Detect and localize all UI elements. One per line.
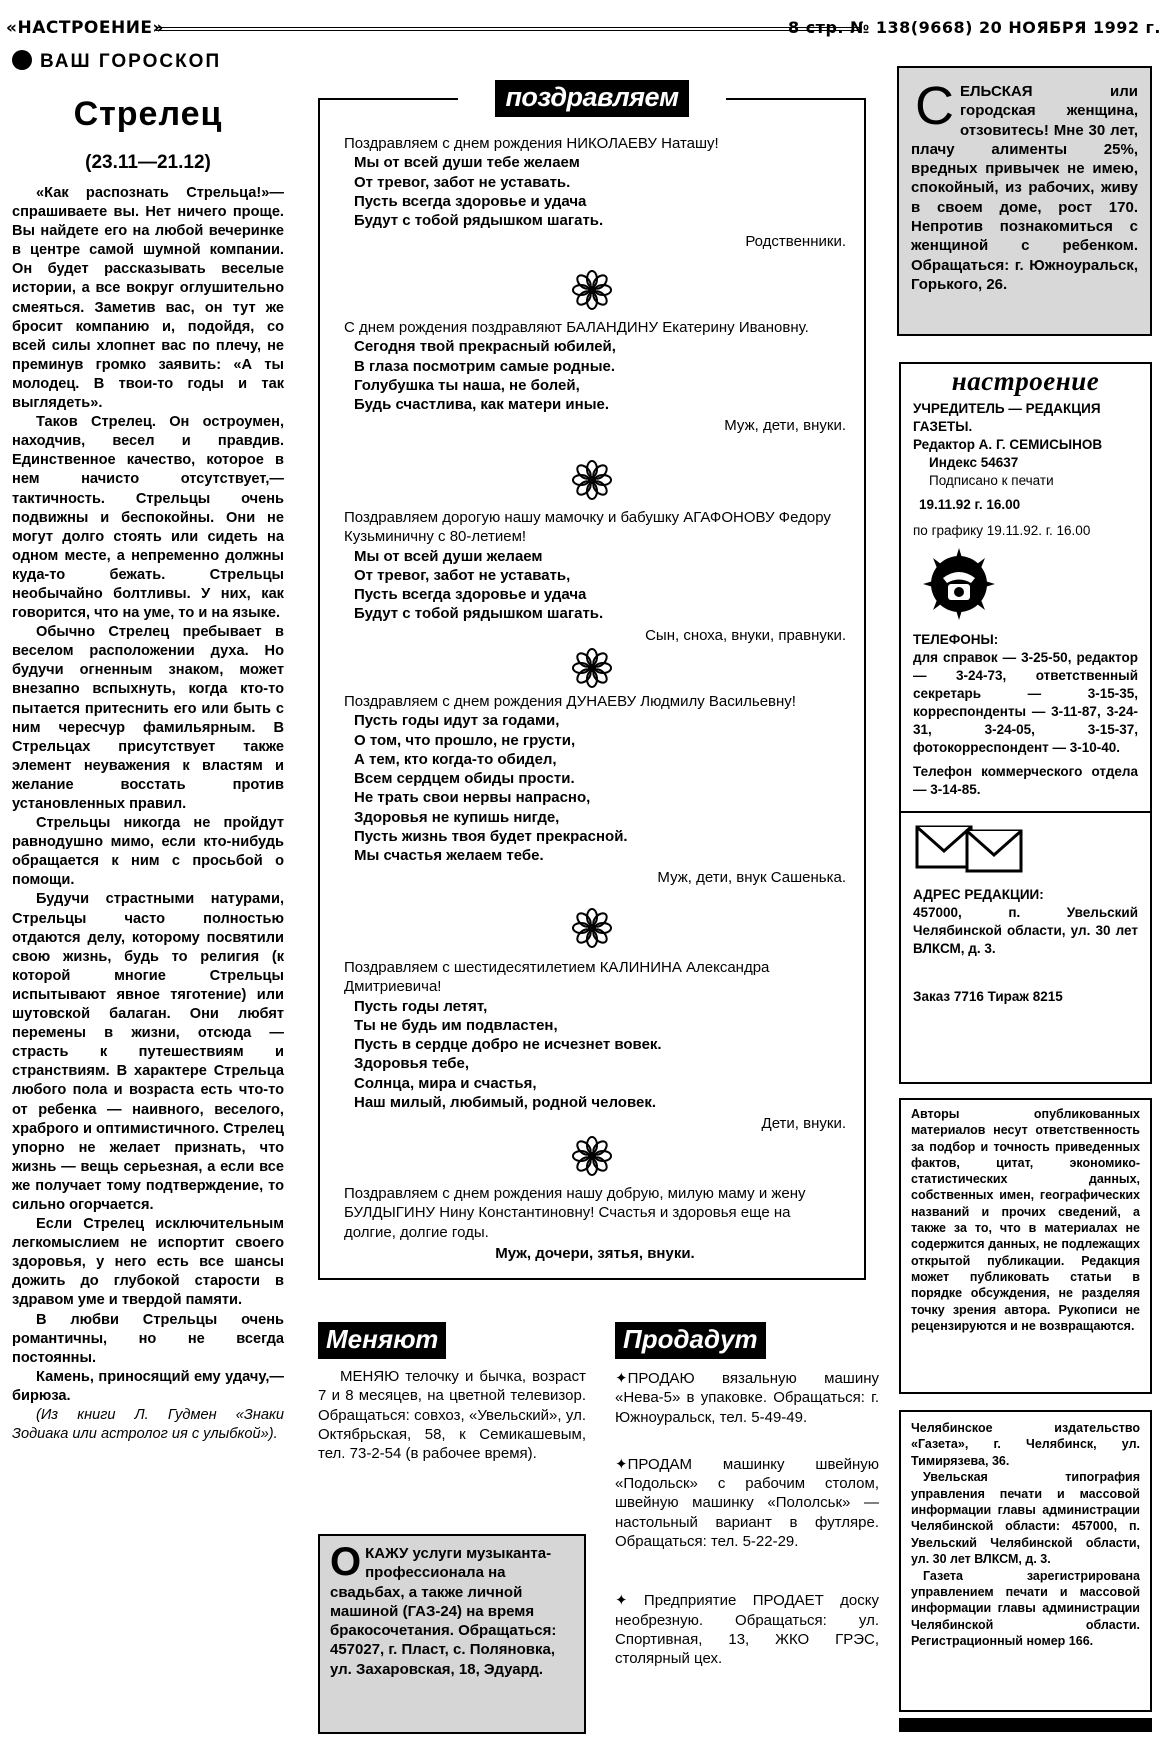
editor: Редактор А. Г. СЕМИСЫНОВ	[913, 437, 1103, 452]
flower-ornament-icon	[572, 460, 612, 500]
article-title: Стрелец	[73, 95, 223, 133]
disclaimer-text: Авторы опубликованных материалов несут ответственность за подбор и точность приведенных фактов, цитат, экономико-статистических данных, собственных имен, географических названий и прочих сведений, а также за то, что в материалах не содержится данных, не подлежащих открытой публикации. Редакция может публиковать статьи в порядке обсуждения, не разделяя точку зрения автора. Рукописи не рецензируются и не возвращаются.	[911, 1107, 1140, 1333]
envelope-icon	[913, 823, 1025, 875]
verse-line: Здоровья не купишь нигде,	[354, 808, 560, 826]
drop-cap: С	[915, 76, 954, 136]
bottom-rule	[899, 1718, 1152, 1732]
verse-line: Будут с тобой рядышком шагать.	[354, 212, 604, 230]
flower-ornament-icon	[572, 908, 612, 948]
verse-line: Пусть годы идут за годами,	[354, 712, 560, 730]
address-title: АДРЕС РЕДАКЦИИ:	[913, 887, 1044, 902]
sale-ad: ✦ПРОДАМ машинку швейную «Подольск» с рабочим столом, швейную машинку «Пололськ» — настольный вариант в футляре. Обращаться: тел. 5-22-29.	[615, 1455, 879, 1551]
newspaper-logo: настроение	[951, 366, 1100, 396]
commercial-phone: Телефон коммерческого отдела — 3-14-85.	[913, 764, 1138, 797]
publisher-box	[899, 1410, 1152, 1712]
verse-line: Будут с тобой рядышком шагать.	[354, 605, 604, 623]
congratulations-heading	[458, 80, 726, 124]
rubric-title	[12, 50, 284, 73]
founder: УЧРЕДИТЕЛЬ — РЕДАКЦИЯ ГАЗЕТЫ.	[913, 401, 1101, 434]
verse-line: Пусть всегда здоровье и удача	[354, 192, 587, 210]
verse-line: Солнца, мира и счастья,	[354, 1074, 537, 1092]
header-rule	[156, 27, 861, 31]
sale-ad: ✦ПРОДАЮ вязальную машину «Нева-5» в упаковке. Обращаться: г. Южноуральск, тел. 5-49-49.	[615, 1370, 879, 1426]
index: Индекс 54637	[929, 455, 1019, 470]
congratulations-title: поздравляем	[495, 80, 688, 117]
greeting-intro: Поздравляем с днем рождения НИКОЛАЕВУ Наташу!	[344, 135, 719, 152]
article-paragraph: Стрельцы никогда не пройдут равнодушно мимо, если кто-нибудь обращается к ним с просьбой о помощи.	[12, 815, 284, 889]
publisher-line: Увельская типография управления печати и массовой информации главы администрации Челябинской области: 457000, п. Увельский Челябинской области, ул. 30 лет ВЛКСМ, д. 3.	[911, 1470, 1140, 1567]
article-paragraph: Если Стрелец исключительным легкомыслием не испортит своего здоровья, у него есть все шансы дожить до глубокой старости в здравом уме и твердой памяти.	[12, 1216, 284, 1309]
article-paragraph: Обычно Стрелец пребывает в веселом расположении духа. Но будучи огненным знаком, может внезапно вспыхнуть, когда кто-то пытается притеснить его или быть с ним чересчур фамильярным. В Стрельцах присутствует также элемент неуважения к властям и желание восстать против установленных правил.	[12, 624, 284, 812]
verse-line: В глаза посмотрим самые родные.	[354, 357, 616, 375]
drop-cap: О	[330, 1540, 362, 1584]
greeting-4	[344, 692, 846, 887]
masthead: «НАСТРОЕНИЕ»	[6, 18, 165, 38]
greeting-intro: Поздравляем дорогую нашу мамочку и бабушку АГАФОНОВУ Федору Кузьминичну с 80-летием!	[344, 509, 831, 546]
verse-line: Пусть всегда здоровье и удача	[354, 586, 587, 604]
sale-heading: Продадут	[615, 1322, 766, 1359]
verse-line: Не трать свои нервы напрасно,	[354, 789, 591, 807]
article-paragraph: Камень, приносящий ему удачу,— бирюза.	[12, 1368, 284, 1404]
flower-ornament-icon	[572, 648, 612, 688]
verse-line: Наш милый, любимый, родной человек.	[354, 1094, 656, 1112]
article-source: (Из книги Л. Гудмен «Знаки Зодиака или астролог ия с улыбкой»).	[12, 1407, 284, 1443]
greeting-intro: С днем рождения поздравляют БАЛАНДИНУ Екатерину Ивановну.	[344, 319, 809, 336]
verse-line: Пусть годы летят,	[354, 997, 488, 1015]
signed-value: 19.11.92 г. 16.00	[919, 497, 1021, 512]
greeting-intro: Поздравляем с шестидесятилетием КАЛИНИНА Александра Дмитриевича!	[344, 959, 770, 996]
rubric-label: ВАШ ГОРОСКОП	[40, 51, 222, 72]
sale-section	[615, 1322, 879, 1742]
personal-ad-text: ЕЛЬСКАЯ или городская женщина, отзовитесь! Мне 30 лет, плачу алименты 25%, вредных привычек не имею, спокойный, из рабочих, живу в своем доме, рост 170. Непротив познакомиться с женщиной с ребенком. Обращаться: г. Южноуральск, Горького, 26.	[911, 83, 1138, 293]
horoscope-column	[12, 50, 284, 1740]
article-paragraph: Будучи страстными натурами, Стрельцы часто полностью отдаются делу, которому посвятили свою жизнь, будь то религия (к которой многие Стрельцы испытывают явное тяготение) или шутовской балаган. Они любят перемены в жизни, отсюда — страсть к путешествиям и странствиям. В характере Стрельца любого пола и возраста есть что-то от ребенка — наивного, веселого, храброго и оптимистичного. Стрелец упорно не желает признать, что жизнь — вещь серьезная, а если все же получает тому подтверждение, то сильно огорчается.	[12, 891, 284, 1213]
verse-line: А тем, кто когда-то обидел,	[354, 750, 557, 768]
music-services-ad	[318, 1534, 586, 1734]
exchange-section	[318, 1322, 586, 1742]
greeting-intro: Поздравляем с днем рождения нашу добрую, милую маму и жену БУЛДЫГИНУ Нину Константиновну! Счастья и здоровья еще на долгие, долгие годы.	[344, 1185, 806, 1241]
verse-line: Сегодня твой прекрасный юбилей,	[354, 338, 616, 356]
greeting-signature: Сын, сноха, внуки, правнуки.	[645, 626, 846, 644]
greeting-signature: Дети, внуки.	[761, 1115, 846, 1133]
order-circulation: Заказ 7716 Тираж 8215	[913, 989, 1063, 1004]
article-paragraph: В любви Стрельцы очень романтичны, но не всегда постоянны.	[12, 1311, 284, 1366]
greeting-signature: Муж, дети, внуки.	[724, 417, 846, 435]
greeting-intro: Поздравляем с днем рождения ДУНАЕВУ Людмилу Васильевну!	[344, 693, 796, 710]
publisher-line: Газета зарегистрирована управлением печати и массовой информации главы администрации Челябинской области. Регистрационный номер 166.	[911, 1568, 1140, 1649]
greeting-3	[344, 508, 846, 645]
greeting-signature: Родственники.	[745, 233, 846, 251]
verse-line: Мы от всей души тебе желаем	[354, 154, 580, 172]
flower-ornament-icon	[572, 270, 612, 310]
exchange-heading: Меняют	[318, 1322, 446, 1359]
sale-ad: ✦ Предприятие ПРОДАЕТ доску необрезную. Обращаться: ул. Спортивная, 13, ЖКО ГРЭС, столярный цех.	[615, 1592, 879, 1668]
greeting-signature: Муж, дети, внук Сашенька.	[657, 868, 846, 886]
greeting-5	[344, 958, 846, 1134]
verse-line: Будь счастлива, как матери иные.	[354, 396, 610, 414]
verse-line: Ты не будь им подвластен,	[354, 1016, 558, 1034]
congratulations-box	[318, 82, 866, 1280]
imprint-box	[899, 362, 1152, 1084]
greeting-2	[344, 318, 846, 436]
telephone-icon	[921, 546, 997, 622]
signed-label: Подписано к печати	[929, 473, 1054, 488]
verse-line: Пусть жизнь твоя будет прекрасной.	[354, 828, 628, 846]
address: 457000, п. Увельский Челябинской области, ул. 30 лет ВЛКСМ, д. 3.	[913, 905, 1138, 956]
verse-line: Голубушка ты наша, не болей,	[354, 376, 580, 394]
phones-title: ТЕЛЕФОНЫ:	[913, 632, 999, 647]
verse-line: Пусть в сердце добро не исчезнет вовек.	[354, 1036, 662, 1054]
greeting-signature: Муж, дочери, зятья, внуки.	[495, 1244, 695, 1262]
article-paragraph: «Как распознать Стрельца!»— спрашиваете вы. Нет ничего проще. Вы найдете его на любой вечеринке в центре самой шумной компании. Он будет рассказывать веселые истории, а все вокруг оглушительно смеяться. Заметив вас, он тут же бросит компанию и, подойдя, со всей силы хлопнет вас по плечу, не преминув громко заявить: «А ты молодец. В твои-то годы и так выглядеть».	[12, 185, 284, 412]
greeting-6	[344, 1184, 846, 1263]
verse-line: Мы от всей души желаем	[354, 547, 543, 565]
greeting-1	[344, 134, 846, 252]
issue-info: 8 стр. № 138(9668) 20 НОЯБРЯ 1992 г.	[787, 18, 1161, 37]
verse-line: О том, что прошло, не грусти,	[354, 731, 576, 749]
verse-line: Здоровья тебе,	[354, 1055, 470, 1073]
bullet-icon	[12, 50, 32, 70]
date-range: (23.11—21.12)	[85, 152, 211, 173]
article-paragraph: Таков Стрелец. Он остроумен, находчив, весел и правдив. Единственное качество, которое в нем начисто отсутствует,— тактичность. Стрельцы очень подвижны и беспокойны. Они не могут долго стоять или сидеть на одном месте, а непременно должны куда-то бежать. Стрельцы необычайно болтливы. У них, как говорится, что на уме, то и на языке.	[12, 414, 284, 622]
publisher-line: Челябинское издательство «Газета», г. Челябинск, ул. Тимирязева, 36.	[911, 1421, 1140, 1468]
phones-list: для справок — 3-25-50, редактор — 3-24-73, ответственный секретарь — 3-15-35, корреспонденты — 3-11-87, 3-24-31, 3-24-05, 3-15-37, фотокорреспондент — 3-10-40.	[913, 650, 1138, 755]
verse-line: От тревог, забот не уставать.	[354, 173, 571, 191]
divider	[901, 811, 1150, 813]
personal-ad	[897, 66, 1152, 336]
flower-ornament-icon	[572, 1136, 612, 1176]
music-ad-text: КАЖУ услуги музыканта-профессионала на свадьбах, а также личной машиной (ГАЗ-24) на время бракосочетания. Обращаться: 457027, г. Пласт, с. Поляновка, ул. Захаровская, 18, Эдуард.	[330, 1545, 557, 1678]
verse-line: Мы счастья желаем тебе.	[354, 847, 544, 865]
verse-line: Всем сердцем обиды прости.	[354, 770, 575, 788]
verse-line: От тревог, забот не уставать,	[354, 566, 571, 584]
exchange-ad: МЕНЯЮ телочку и бычка, возраст 7 и 8 месяцев, на цветной телевизор. Обращаться: совхоз, «Увельский», ул. Октябрьская, 58, к Семикашевым, тел. 73-2-54 (в рабочее время).	[318, 1368, 586, 1463]
page-header	[6, 18, 1161, 46]
schedule: по графику 19.11.92. г. 16.00	[913, 523, 1091, 538]
disclaimer-box	[899, 1098, 1152, 1394]
